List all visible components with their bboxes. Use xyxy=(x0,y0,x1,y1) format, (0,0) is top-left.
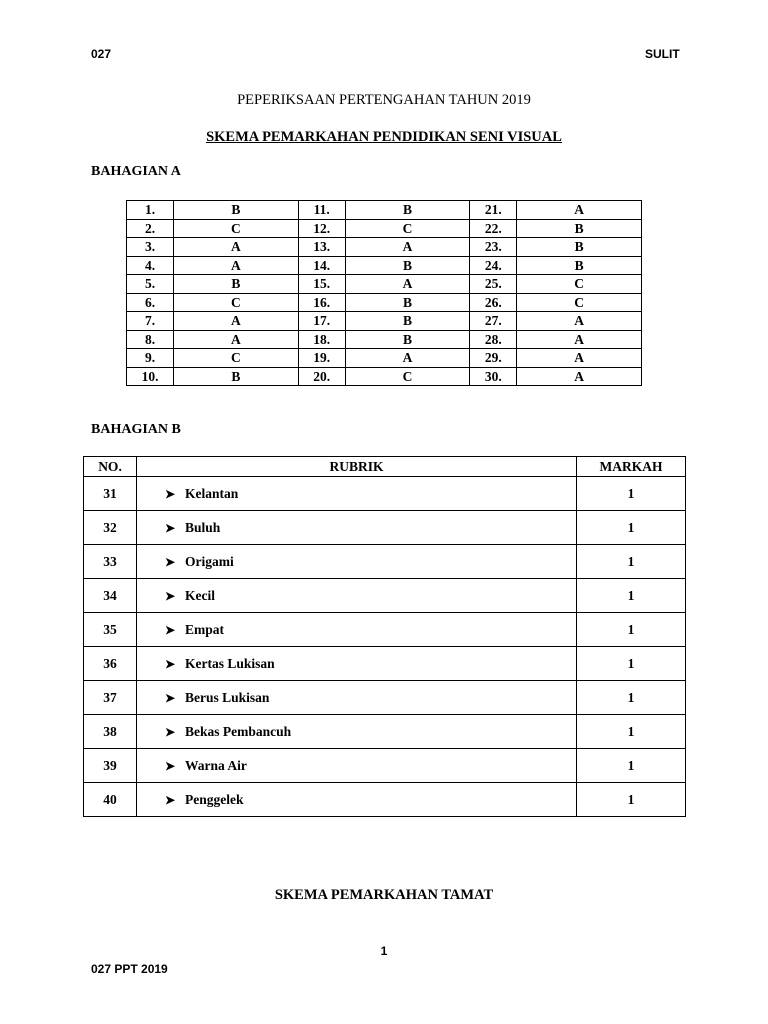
question-number: 15. xyxy=(298,275,345,294)
item-marks: 1 xyxy=(577,545,686,579)
question-number: 26. xyxy=(470,293,517,312)
question-number: 16. xyxy=(298,293,345,312)
item-number: 39 xyxy=(84,749,137,783)
arrowhead-bullet-icon: ➤ xyxy=(165,792,176,807)
answer-row xyxy=(127,256,642,275)
answer-letter: A xyxy=(345,275,470,294)
item-marks: 1 xyxy=(577,579,686,613)
rubric-cell xyxy=(137,681,577,715)
question-number: 20. xyxy=(298,367,345,386)
rubric-answer: Warna Air xyxy=(185,757,247,773)
footer-text: 027 PPT 2019 xyxy=(91,962,168,976)
rubric-cell xyxy=(137,715,577,749)
question-number: 13. xyxy=(298,238,345,257)
rubric-answer: Buluh xyxy=(185,519,221,535)
answer-letter: A xyxy=(517,349,642,368)
rubric-row xyxy=(84,579,686,613)
answer-row xyxy=(127,293,642,312)
answer-letter: B xyxy=(174,201,299,220)
end-of-scheme-text: SKEMA PEMARKAHAN TAMAT xyxy=(274,887,494,903)
item-marks: 1 xyxy=(577,613,686,647)
answer-letter: B xyxy=(345,330,470,349)
question-number: 7. xyxy=(127,312,174,331)
answer-table-section-a xyxy=(126,200,642,386)
item-number: 33 xyxy=(84,545,137,579)
arrowhead-bullet-icon: ➤ xyxy=(165,520,176,535)
rubric-row xyxy=(84,681,686,715)
rubric-answer: Empat xyxy=(185,621,225,637)
item-number: 35 xyxy=(84,613,137,647)
answer-letter: C xyxy=(345,219,470,238)
arrowhead-bullet-icon: ➤ xyxy=(165,690,176,705)
answer-table-body xyxy=(127,201,642,386)
rubric-table-body xyxy=(84,477,686,817)
item-number: 34 xyxy=(84,579,137,613)
exam-title: PEPERIKSAAN PERTENGAHAN TAHUN 2019 xyxy=(237,92,531,108)
item-number: 32 xyxy=(84,511,137,545)
answer-letter: C xyxy=(517,275,642,294)
item-number: 38 xyxy=(84,715,137,749)
question-number: 4. xyxy=(127,256,174,275)
answer-letter: C xyxy=(174,219,299,238)
arrowhead-bullet-icon: ➤ xyxy=(165,588,176,603)
answer-letter: B xyxy=(174,275,299,294)
column-header-rubric: RUBRIK xyxy=(137,457,577,477)
item-number: 36 xyxy=(84,647,137,681)
arrowhead-bullet-icon: ➤ xyxy=(165,554,176,569)
answer-letter: C xyxy=(345,367,470,386)
answer-row xyxy=(127,367,642,386)
page-number: 1 xyxy=(380,944,388,958)
rubric-row xyxy=(84,477,686,511)
item-marks: 1 xyxy=(577,647,686,681)
question-number: 29. xyxy=(470,349,517,368)
rubric-row xyxy=(84,783,686,817)
answer-row xyxy=(127,330,642,349)
rubric-answer: Berus Lukisan xyxy=(185,689,270,705)
answer-letter: C xyxy=(517,293,642,312)
item-number: 40 xyxy=(84,783,137,817)
answer-letter: A xyxy=(517,330,642,349)
rubric-row xyxy=(84,647,686,681)
answer-row xyxy=(127,201,642,220)
answer-letter: B xyxy=(345,293,470,312)
rubric-row xyxy=(84,715,686,749)
answer-letter: A xyxy=(517,201,642,220)
rubric-row xyxy=(84,613,686,647)
answer-letter: C xyxy=(174,293,299,312)
question-number: 17. xyxy=(298,312,345,331)
rubric-row xyxy=(84,511,686,545)
header-code: 027 xyxy=(91,47,112,61)
rubric-answer: Kecil xyxy=(185,587,215,603)
question-number: 14. xyxy=(298,256,345,275)
answer-row xyxy=(127,238,642,257)
rubric-answer: Origami xyxy=(185,553,234,569)
rubric-cell xyxy=(137,579,577,613)
arrowhead-bullet-icon: ➤ xyxy=(165,622,176,637)
rubric-cell xyxy=(137,783,577,817)
arrowhead-bullet-icon: ➤ xyxy=(165,724,176,739)
rubric-answer: Kertas Lukisan xyxy=(185,655,275,671)
answer-letter: B xyxy=(174,367,299,386)
question-number: 24. xyxy=(470,256,517,275)
item-marks: 1 xyxy=(577,681,686,715)
rubric-cell xyxy=(137,477,577,511)
header-classification: SULIT xyxy=(645,47,680,61)
rubric-cell xyxy=(137,511,577,545)
question-number: 2. xyxy=(127,219,174,238)
question-number: 28. xyxy=(470,330,517,349)
answer-letter: B xyxy=(345,312,470,331)
rubric-table-header-row xyxy=(84,457,686,477)
question-number: 5. xyxy=(127,275,174,294)
item-number: 31 xyxy=(84,477,137,511)
rubric-answer: Kelantan xyxy=(185,485,239,501)
question-number: 1. xyxy=(127,201,174,220)
rubric-answer: Bekas Pembancuh xyxy=(185,723,292,739)
rubric-cell xyxy=(137,647,577,681)
item-marks: 1 xyxy=(577,749,686,783)
rubric-answer: Penggelek xyxy=(185,791,244,807)
answer-letter: A xyxy=(174,330,299,349)
rubric-row xyxy=(84,749,686,783)
answer-letter: B xyxy=(517,219,642,238)
question-number: 25. xyxy=(470,275,517,294)
answer-letter: A xyxy=(174,312,299,331)
answer-letter: A xyxy=(345,349,470,368)
arrowhead-bullet-icon: ➤ xyxy=(165,656,176,671)
question-number: 30. xyxy=(470,367,517,386)
question-number: 10. xyxy=(127,367,174,386)
rubric-cell xyxy=(137,749,577,783)
answer-letter: A xyxy=(174,256,299,275)
section-a-title: BAHAGIAN A xyxy=(91,164,181,179)
item-marks: 1 xyxy=(577,477,686,511)
answer-row xyxy=(127,275,642,294)
item-marks: 1 xyxy=(577,715,686,749)
item-marks: 1 xyxy=(577,783,686,817)
answer-letter: C xyxy=(174,349,299,368)
question-number: 9. xyxy=(127,349,174,368)
answer-letter: A xyxy=(345,238,470,257)
arrowhead-bullet-icon: ➤ xyxy=(165,486,176,501)
item-number: 37 xyxy=(84,681,137,715)
answer-letter: B xyxy=(345,256,470,275)
question-number: 21. xyxy=(470,201,517,220)
question-number: 23. xyxy=(470,238,517,257)
answer-letter: A xyxy=(517,312,642,331)
question-number: 19. xyxy=(298,349,345,368)
answer-letter: B xyxy=(345,201,470,220)
question-number: 22. xyxy=(470,219,517,238)
scheme-title: SKEMA PEMARKAHAN PENDIDIKAN SENI VISUAL xyxy=(206,129,562,145)
column-header-no: NO. xyxy=(84,457,137,477)
answer-row xyxy=(127,219,642,238)
arrowhead-bullet-icon: ➤ xyxy=(165,758,176,773)
answer-letter: A xyxy=(517,367,642,386)
rubric-cell xyxy=(137,613,577,647)
question-number: 6. xyxy=(127,293,174,312)
answer-letter: B xyxy=(517,256,642,275)
answer-row xyxy=(127,349,642,368)
question-number: 27. xyxy=(470,312,517,331)
answer-row xyxy=(127,312,642,331)
section-b-title: BAHAGIAN B xyxy=(91,422,181,437)
rubric-cell xyxy=(137,545,577,579)
answer-letter: A xyxy=(174,238,299,257)
question-number: 8. xyxy=(127,330,174,349)
question-number: 12. xyxy=(298,219,345,238)
question-number: 3. xyxy=(127,238,174,257)
answer-letter: B xyxy=(517,238,642,257)
rubric-table-section-b xyxy=(83,456,686,817)
item-marks: 1 xyxy=(577,511,686,545)
column-header-marks: MARKAH xyxy=(577,457,686,477)
question-number: 18. xyxy=(298,330,345,349)
question-number: 11. xyxy=(298,201,345,220)
rubric-row xyxy=(84,545,686,579)
